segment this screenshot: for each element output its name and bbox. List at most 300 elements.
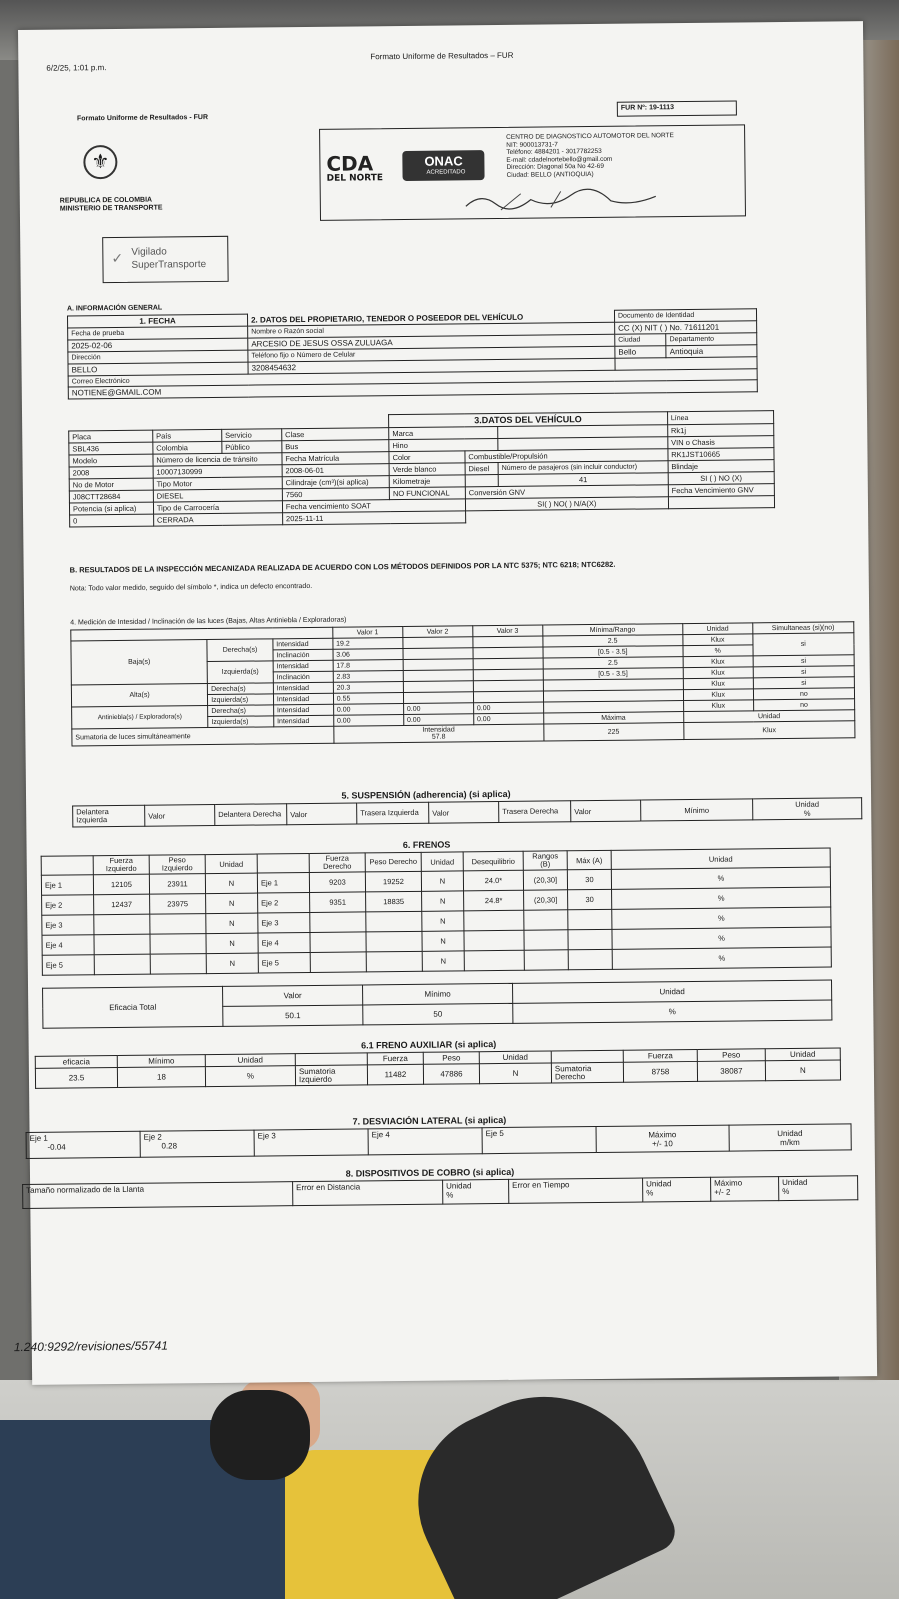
desv-e5: Eje 5	[482, 1127, 596, 1154]
center-info-line: CENTRO DE DIAGNOSTICO AUTOMOTOR DEL NORTE	[506, 132, 674, 141]
depto-value: Antioquia	[666, 345, 757, 358]
nombre-label: Nombre o Razón social	[248, 322, 615, 338]
vin-value: RK1JST10665	[668, 448, 774, 461]
luces-cell: [0.5 - 3.5]	[543, 668, 683, 680]
luces-title: 4. Medición de Intesidad / Inclinación de las luces (Bajas, Altas Antiniebla / Exploradoras)	[70, 616, 347, 627]
potencia-value: 0	[70, 514, 154, 527]
eficacia-table	[42, 980, 832, 1029]
clase-value: Bus	[282, 440, 389, 453]
freno-cell: 24.8*	[464, 890, 524, 911]
antiniebla-label: Antiniebla(s) / Exploradora(s)	[72, 706, 208, 729]
eficacia-min-label: Mínimo	[363, 983, 513, 1005]
susp-minimo: Mínimo	[641, 799, 753, 821]
freno-cell: %	[611, 867, 830, 889]
freno-cell: 9203	[309, 872, 365, 893]
luces-cell	[403, 670, 473, 682]
h-valor3: Valor 3	[472, 625, 542, 637]
h-unidad: Unidad	[421, 852, 463, 871]
placa-label: Placa	[69, 430, 153, 443]
cobro-uni-label: Unidad	[446, 1181, 472, 1191]
cda-logo: CDA	[326, 151, 374, 176]
modelo-label: Modelo	[69, 454, 153, 467]
supertransporte-label: SuperTransporte	[131, 259, 207, 271]
luces-cell	[403, 659, 473, 671]
licencia-value: 10007130999	[153, 465, 282, 478]
luces-sim: no	[753, 699, 854, 711]
owner-header: 2. DATOS DEL PROPIETARIO, TENEDOR O POSEEDOR DEL VEHÍCULO	[247, 310, 614, 326]
freno-cell: N	[206, 893, 258, 914]
general-info-table	[67, 308, 758, 399]
inclinacion-label: Inclinación	[273, 671, 333, 683]
combustible-label: Combustible/Propulsión	[465, 449, 668, 463]
intensidad-label: Intensidad	[273, 638, 333, 650]
cobro-table	[22, 1175, 858, 1209]
freno-cell: (20,30]	[523, 870, 567, 890]
onac-logo-sub: ACREDITADO	[426, 169, 466, 176]
h-valor1: Valor 1	[332, 627, 402, 639]
desv-max-value: +/- 10	[652, 1138, 673, 1148]
luces-sim: si	[753, 655, 854, 667]
susp-valor: Valor	[571, 800, 641, 822]
luces-cell: 20.3	[333, 682, 403, 694]
pais-value: Colombia	[153, 441, 222, 454]
alta-der-label: Derecha(s)	[208, 683, 274, 695]
nombre-value: ARCESIO DE JESUS OSSA ZULUAGA	[248, 334, 615, 350]
km-value: NO FUNCIONAL	[389, 487, 465, 500]
h-unidad-pct: Unidad	[611, 848, 830, 869]
freno-cell	[568, 949, 612, 969]
motor-value: J08CTT28684	[69, 490, 153, 503]
susp-unidad-label: Unidad	[795, 799, 820, 809]
eficacia-valor-label: Valor	[223, 985, 363, 1006]
fur-number-box	[617, 100, 737, 116]
freno-eje: Eje 5	[258, 952, 310, 973]
h-fuerza-der: Fuerza Derecho	[309, 853, 365, 873]
fecha-header: 1. FECHA	[67, 314, 247, 328]
km-label: Kilometraje	[389, 475, 465, 488]
unidad-value: Klux	[683, 721, 854, 740]
aux-ef-label: eficacia	[35, 1056, 117, 1069]
marca-value: Hino	[389, 438, 498, 451]
pasajeros-value: 41	[498, 473, 668, 487]
luces-cell	[403, 637, 473, 649]
sumatoria-int-label: Intensidad	[422, 726, 455, 734]
luces-cell	[473, 669, 543, 681]
cda-logo-sub: DEL NORTE	[326, 173, 384, 184]
aux-u1: N	[479, 1063, 551, 1084]
cobro-uni-label: Unidad	[646, 1179, 672, 1189]
republic-label: REPUBLICA DE COLOMBIA	[59, 196, 153, 205]
section-b-title: B. RESULTADOS DE LA INSPECCIÓN MECANIZADA REALIZADA DE ACUERDO CON LOS MÉTODOS DEFINIDOS POR LA NTC 5375; NTC 6218; NTC6282.	[69, 559, 616, 575]
sumatoria-int	[334, 724, 544, 743]
luces-cell: 0.00	[473, 702, 543, 714]
susp-unidad	[753, 798, 862, 820]
pasajeros-label: Número de pasajeros (sin incluir conductor)	[498, 461, 668, 475]
luces-cell: %	[683, 645, 753, 657]
aux-uni-label: Unidad	[205, 1054, 295, 1067]
susp-valor: Valor	[429, 802, 499, 824]
freno-cell: N	[206, 953, 258, 974]
vin-label: VIN o Chasis	[668, 436, 774, 449]
freno-cell: N	[422, 911, 464, 931]
frenos-title: 6. FRENOS	[402, 839, 451, 851]
freno-cell: N	[206, 933, 258, 954]
cobro-llanta: Tamaño normalizado de la Llanta	[23, 1182, 293, 1209]
freno-cell: %	[612, 927, 831, 949]
cobro-dist-uni	[443, 1179, 509, 1204]
susp-ti: Trasera Izquierda	[357, 802, 429, 824]
luces-sim: si	[753, 633, 855, 656]
suspension-title: 5. SUSPENSIÓN (adherencia) (si aplica)	[341, 788, 511, 801]
h-simultaneas: Simultaneas (si)(no)	[752, 622, 853, 634]
intensidad-label: Intensidad	[273, 693, 333, 705]
gnv-value: SI( ) NO( ) N/A(X)	[465, 497, 668, 511]
freno-cell	[310, 952, 366, 973]
luces-cell: 0.00	[403, 703, 473, 715]
telefono-value: 3208454632	[248, 358, 615, 374]
luces-cell	[473, 647, 543, 659]
eficacia-unidad: %	[513, 1000, 832, 1023]
aux-sum-der-label: Sumatoria Derecho	[551, 1062, 623, 1083]
form-title: Formato Uniforme de Resultados - FUR	[76, 114, 209, 123]
soat-value: 2025-11-11	[282, 511, 465, 525]
combustible-value: Diesel	[465, 462, 498, 474]
correo-value: NOTIENE@GMAIL.COM	[68, 380, 757, 399]
freno-cell: %	[612, 947, 831, 969]
section-a-title: A. INFORMACIÓN GENERAL	[66, 304, 163, 313]
linea-value: Rk1j	[667, 424, 773, 437]
carroceria-label: Tipo de Carrocería	[153, 501, 282, 514]
aux-ef: 23.5	[35, 1068, 117, 1089]
h-minima: Mínima/Rango	[542, 624, 682, 636]
freno-cell: N	[422, 951, 464, 971]
pais-label: País	[153, 429, 222, 442]
onac-logo	[402, 150, 484, 181]
susp-dd: Delantera Derecha	[215, 804, 287, 826]
freno-eje: Eje 4	[258, 932, 310, 953]
section-b-note: Nota: Todo valor medido, seguido del símbolo *, indica un defecto encontrado.	[69, 582, 313, 593]
cobro-tiempo-uni	[643, 1177, 711, 1202]
luces-table	[70, 621, 855, 746]
vigilado-box	[102, 236, 228, 283]
aux-fuerza-label: Fuerza	[623, 1049, 697, 1062]
desv-v1: -0.04	[47, 1142, 66, 1152]
marca-label: Marca	[389, 426, 498, 439]
desv-max-label: Máximo	[648, 1129, 677, 1139]
aux-title: 6.1 FRENO AUXILIAR (si aplica)	[360, 1039, 497, 1051]
depto-label: Departamento	[666, 333, 757, 346]
luces-cell	[473, 658, 543, 670]
luces-cell: 17.8	[333, 660, 403, 672]
color-value: Verde blanco	[389, 463, 465, 476]
freno-cell: 19252	[365, 871, 421, 892]
luces-cell	[473, 691, 543, 703]
freno-cell	[524, 930, 568, 950]
aux-sum-izq-label: Sumatoria Izquierdo	[295, 1065, 367, 1086]
gnv-venc-label: Fecha Vencimiento GNV	[668, 484, 774, 497]
luces-sim: si	[753, 666, 854, 678]
vigilado-check-icon: ✓	[111, 249, 124, 267]
cobro-uni-label: Unidad	[782, 1177, 808, 1188]
colombia-shield-icon: ⚜	[83, 145, 117, 179]
ministry-label: MINISTERIO DE TRANSPORTE	[59, 204, 163, 213]
tipo-motor-value: DIESEL	[153, 489, 282, 502]
motor-label: No de Motor	[69, 478, 153, 491]
potencia-label: Potencia (si aplica)	[69, 502, 153, 515]
cobro-max-label: Máximo	[714, 1178, 743, 1188]
desv-title: 7. DESVIACIÓN LATERAL (si aplica)	[352, 1114, 507, 1127]
freno-eje: Eje 1	[257, 872, 309, 893]
inclinacion-label: Inclinación	[273, 649, 333, 661]
print-datetime: 6/2/25, 1:01 p.m.	[46, 63, 107, 73]
center-info-line: NIT: 900013731-7	[506, 140, 558, 149]
luces-cell: 0.00	[473, 713, 543, 725]
soat-label: Fecha vencimiento SOAT	[282, 499, 465, 513]
intensidad-label: Intensidad	[273, 704, 333, 716]
anti-der-label: Derecha(s)	[208, 705, 274, 717]
h-peso-izq: Peso Izquierdo	[149, 855, 205, 875]
color-label: Color	[389, 451, 465, 464]
aux-pd: 38087	[697, 1061, 765, 1082]
eficacia-valor: 50.1	[223, 1005, 363, 1026]
aux-uni-label: Unidad	[765, 1048, 840, 1061]
cilindraje-value: 7560	[282, 488, 389, 501]
freno-cell: 18835	[366, 891, 422, 912]
luces-cell: Klux	[683, 667, 753, 679]
susp-td: Trasera Derecha	[499, 801, 571, 823]
cobro-tiempo: Error en Tiempo	[509, 1178, 643, 1203]
aux-min: 18	[117, 1067, 205, 1088]
cilindraje-label: Cilindraje (cm³)(si aplica)	[282, 476, 389, 489]
luces-cell	[403, 648, 473, 660]
intensidad-label: Intensidad	[274, 715, 334, 727]
freno-cell	[366, 951, 422, 972]
freno-cell	[464, 910, 524, 931]
unidad-label: Unidad	[683, 710, 854, 723]
luces-cell	[473, 680, 543, 692]
alta-label: Alta(s)	[71, 684, 207, 707]
aux-peso-label: Peso	[423, 1052, 479, 1065]
freno-cell	[366, 911, 422, 932]
freno-cell	[366, 931, 422, 952]
freno-cell: 24.0*	[463, 870, 523, 891]
servicio-value: Público	[222, 441, 282, 454]
h-unidad: Unidad	[205, 854, 257, 874]
cobro-dist: Error en Distancia	[293, 1180, 443, 1206]
cda-header-box	[319, 124, 746, 220]
desv-uni	[729, 1124, 852, 1151]
luces-cell	[403, 681, 473, 693]
freno-cell	[310, 912, 366, 933]
freno-cell: N	[206, 913, 258, 934]
cobro-max	[711, 1177, 779, 1202]
baja-izq-label: Izquierda(s)	[207, 661, 273, 684]
h-max: Máx (A)	[567, 850, 611, 869]
freno-cell: %	[612, 887, 831, 909]
maxima-label: Máxima	[543, 712, 683, 724]
aux-peso-label: Peso	[697, 1049, 765, 1062]
h-fuerza-izq: Fuerza Izquierdo	[93, 855, 149, 875]
freno-cell	[150, 934, 206, 955]
freno-cell	[150, 954, 206, 975]
freno-cell	[94, 954, 150, 975]
aux-uni-label: Unidad	[479, 1051, 551, 1064]
desv-e1-label: Eje 1	[29, 1133, 48, 1143]
freno-eje: Eje 3	[42, 915, 94, 936]
signature-scribble	[461, 186, 661, 214]
baja-der-label: Derecha(s)	[207, 639, 273, 662]
correo-label: Correo Electrónico	[68, 369, 757, 387]
cobro-pct: %	[646, 1188, 654, 1198]
luces-cell: Klux	[683, 700, 753, 712]
eficacia-min: 50	[363, 1003, 513, 1025]
luces-cell: Klux	[683, 678, 753, 690]
freno-cell: 12105	[93, 874, 149, 895]
luces-cell: Klux	[683, 656, 753, 668]
luces-cell	[473, 636, 543, 648]
eficacia-label: Eficacia Total	[43, 986, 223, 1028]
cobro-title: 8. DISPOSITIVOS DE COBRO (si aplica)	[345, 1166, 515, 1179]
center-info	[506, 132, 674, 179]
luces-cell: Klux	[683, 634, 753, 646]
maxima-value: 225	[543, 723, 683, 741]
frenos-table	[41, 848, 832, 976]
freno-cell: N	[422, 891, 464, 911]
susp-unidad-value: %	[803, 808, 811, 818]
carroceria-value: CERRADA	[153, 513, 282, 526]
desv-uni-value: m/km	[780, 1137, 800, 1147]
desv-e4: Eje 4	[368, 1128, 482, 1155]
aux-table	[35, 1047, 841, 1088]
luces-cell: 19.2	[333, 638, 403, 650]
matricula-label: Fecha Matrícula	[282, 452, 389, 465]
freno-cell	[150, 914, 206, 935]
gnv-label: Conversión GNV	[465, 485, 668, 499]
aux-fd: 8758	[623, 1061, 697, 1082]
direccion-label: Dirección	[68, 350, 248, 364]
center-info-line: E-mail: cdadelnortebello@gmail.com	[506, 155, 613, 164]
linea-label: Línea	[667, 411, 773, 425]
clase-label: Clase	[282, 428, 389, 441]
baja-label: Baja(s)	[71, 640, 208, 685]
suspension-table	[72, 797, 862, 827]
h-desequilibrio: Desequilibrio	[463, 851, 523, 871]
freno-eje: Eje 2	[258, 892, 310, 913]
aux-fi: 11482	[367, 1064, 423, 1085]
luces-sim: si	[753, 677, 854, 689]
desv-uni-label: Unidad	[777, 1128, 803, 1138]
shoe-left	[210, 1390, 310, 1480]
center-info-line: Teléfono: 4884201 - 3017782253	[506, 147, 602, 156]
desv-table	[26, 1123, 852, 1159]
matricula-value: 2008-06-01	[282, 464, 389, 477]
freno-cell	[524, 950, 568, 970]
direccion-value: BELLO	[68, 362, 248, 376]
desv-v2: 0.28	[161, 1141, 178, 1151]
freno-cell: 30	[567, 869, 611, 889]
cobro-pct: %	[446, 1190, 454, 1200]
freno-cell: %	[612, 907, 831, 929]
aux-u2: N	[765, 1060, 840, 1081]
susp-valor: Valor	[287, 803, 357, 825]
susp-di: Delantera Izquierda	[73, 805, 145, 827]
center-info-line: Dirección: Diagonal 50a No 42-69	[506, 162, 605, 171]
cobro-max-value: +/- 2	[714, 1187, 731, 1197]
susp-valor: Valor	[145, 804, 215, 826]
freno-cell: 30	[568, 889, 612, 909]
desv-e3: Eje 3	[254, 1129, 368, 1156]
freno-cell: N	[422, 931, 464, 951]
fecha-prueba-value: 2025-02-06	[68, 338, 248, 352]
alta-izq-label: Izquierda(s)	[208, 694, 274, 706]
anti-izq-label: Izquierda(s)	[208, 716, 274, 728]
freno-cell: N	[421, 871, 463, 891]
freno-eje: Eje 5	[42, 955, 94, 976]
fecha-prueba-label: Fecha de prueba	[68, 326, 248, 340]
telefono-label: Teléfono fijo o Número de Celular	[248, 346, 615, 362]
aux-min-label: Mínimo	[117, 1055, 205, 1068]
vehicle-table	[68, 410, 775, 527]
luces-sim: no	[753, 688, 854, 700]
intensidad-label: Intensidad	[273, 682, 333, 694]
intensidad-label: Intensidad	[273, 660, 333, 672]
freno-cell: (20,30]	[524, 890, 568, 910]
doc-label: Documento de Identidad	[614, 309, 756, 322]
luces-cell: 0.00	[333, 704, 403, 716]
h-peso-der: Peso Derecho	[365, 852, 421, 872]
fur-number: FUR Nº: 19-1113	[620, 104, 675, 112]
freno-cell	[464, 930, 524, 951]
aux-fuerza-label: Fuerza	[367, 1052, 423, 1065]
luces-cell	[403, 692, 473, 704]
freno-cell	[464, 950, 524, 971]
licencia-label: Número de licencia de tránsito	[153, 453, 282, 466]
luces-cell: 0.00	[403, 714, 473, 726]
desv-max	[596, 1125, 729, 1152]
h-rangos: Rangos (B)	[523, 851, 567, 870]
freno-cell: 23911	[149, 874, 205, 895]
aux-uni: %	[205, 1066, 295, 1087]
document-sheet	[13, 21, 877, 1385]
tipo-motor-label: Tipo Motor	[153, 477, 282, 490]
luces-cell: 2.5	[543, 635, 683, 647]
luces-cell: 0.00	[333, 715, 403, 727]
luces-cell: 3.06	[333, 649, 403, 661]
freno-cell: N	[205, 873, 257, 894]
placa-value: SBL436	[69, 442, 153, 455]
freno-cell	[568, 909, 612, 929]
onac-logo-text: ONAC	[424, 153, 463, 169]
desv-e2-label: Eje 2	[143, 1132, 162, 1142]
freno-cell: 12437	[94, 894, 150, 915]
freno-cell: 23975	[150, 894, 206, 915]
blindaje-value: SI ( ) NO (X)	[668, 472, 774, 485]
h-valor2: Valor 2	[402, 626, 472, 638]
print-url: 1.240:9292/revisiones/55741	[13, 1338, 168, 1355]
freno-eje: Eje 2	[42, 895, 94, 916]
luces-cell: 2.83	[333, 671, 403, 683]
freno-cell	[310, 932, 366, 953]
print-header-title: Formato Uniforme de Resultados – FUR	[370, 50, 514, 62]
freno-cell: 9351	[310, 892, 366, 913]
aux-pi: 47886	[423, 1064, 479, 1085]
cobro-pct: %	[782, 1186, 790, 1197]
freno-cell	[568, 929, 612, 949]
luces-cell: 2.5	[543, 657, 683, 669]
modelo-value: 2008	[69, 466, 153, 479]
freno-eje: Eje 4	[42, 935, 94, 956]
blindaje-label: Blindaje	[668, 460, 774, 473]
